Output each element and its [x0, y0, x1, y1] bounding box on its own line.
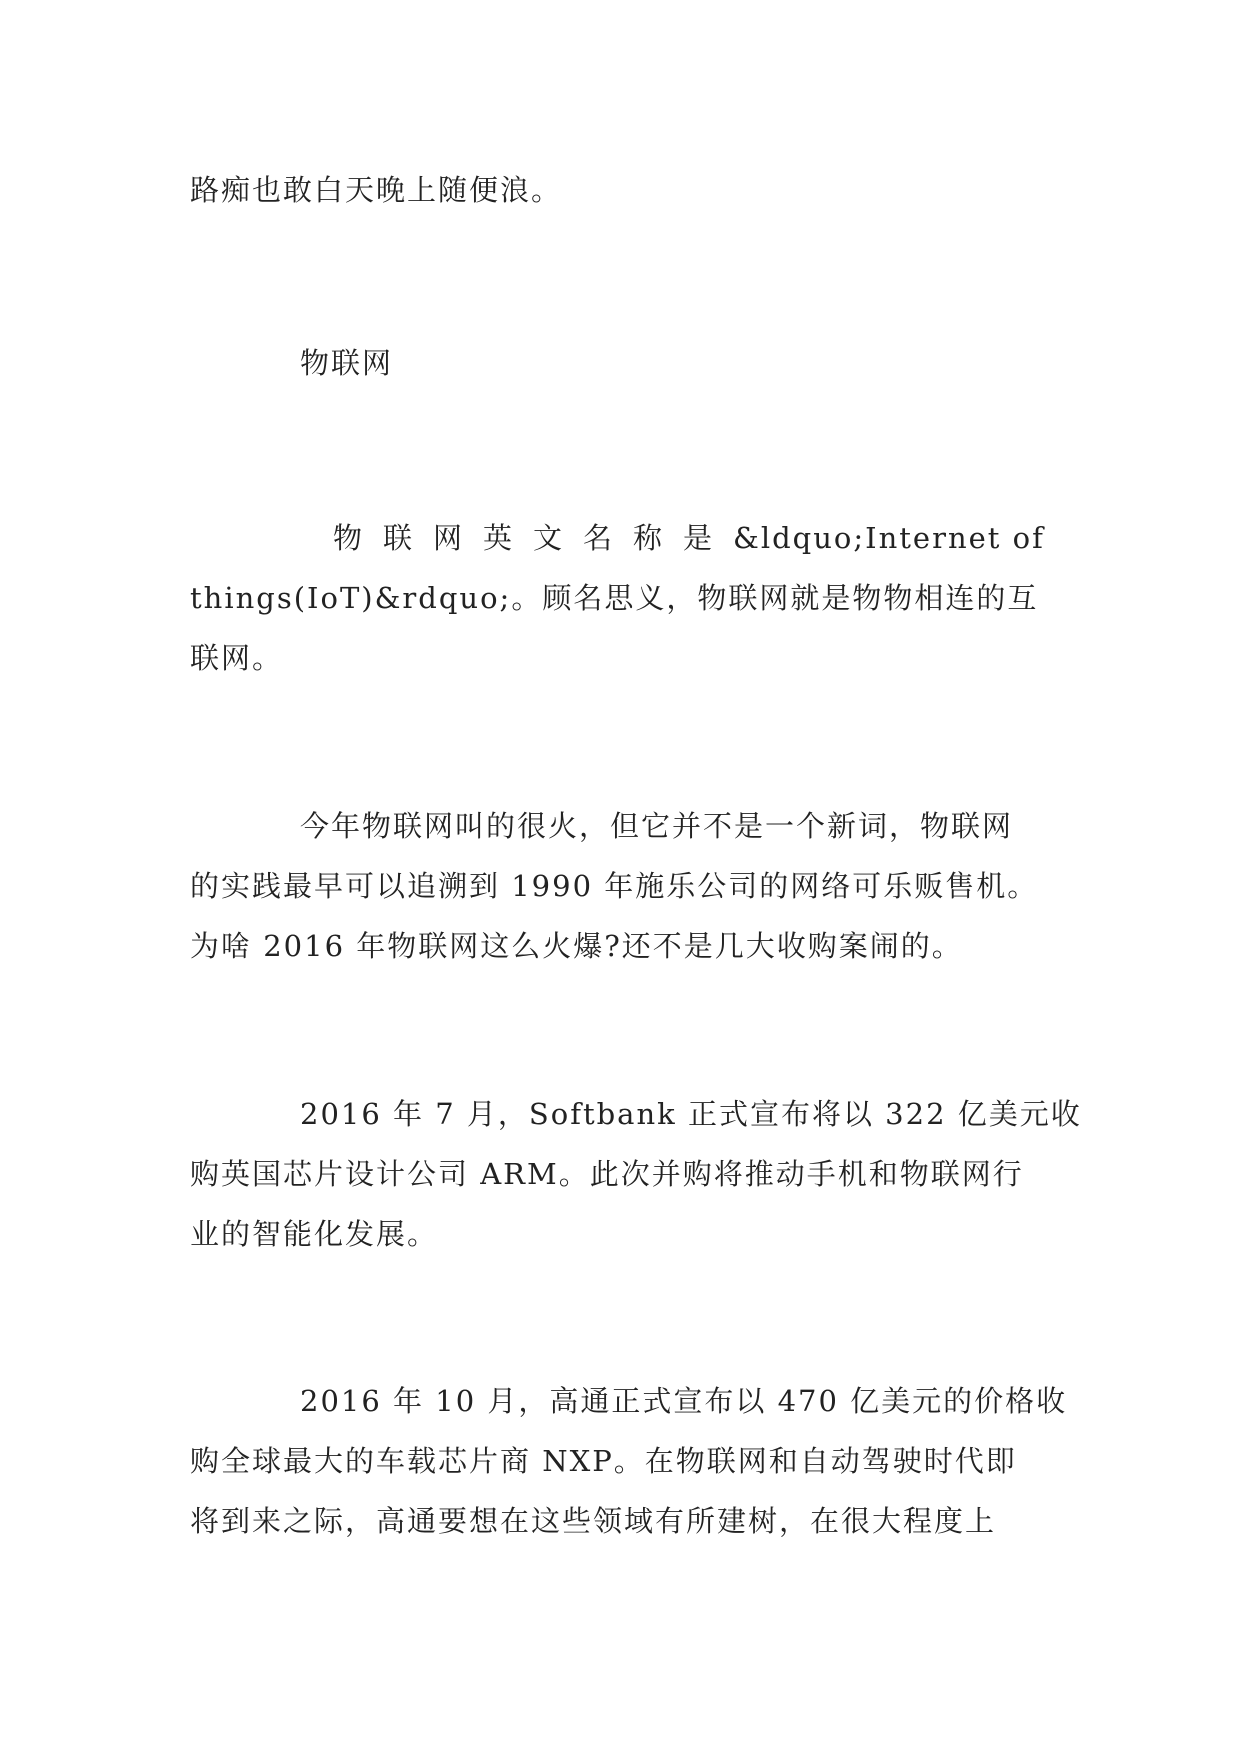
text-line: 购全球最大的车载芯片商 NXP。在物联网和自动驾驶时代即: [190, 1444, 1017, 1478]
text-line: 业的智能化发展。: [190, 1217, 439, 1251]
section-heading: 物联网: [300, 346, 394, 380]
text-line: 联网。: [190, 641, 284, 675]
text-line: 将到来之际，高通要想在这些领域有所建树，在很大程度上: [190, 1504, 997, 1538]
text-line: 今年物联网叫的很火，但它并不是一个新词，物联网: [300, 809, 1014, 843]
paragraph-iot-definition: [190, 508, 1052, 688]
text-line: [190, 508, 1052, 568]
text-line: 购英国芯片设计公司 ARM。此次并购将推动手机和物联网行: [190, 1157, 1024, 1191]
text-span: 物联网英文名称是: [333, 521, 734, 555]
text-line: things(IoT)&rdquo;。顾名思义，物联网就是物物相连的互: [190, 581, 1039, 615]
text-line: 的实践最早可以追溯到 1990 年施乐公司的网络可乐贩售机。: [190, 869, 1039, 903]
paragraph-continuation: [190, 160, 1052, 220]
text-line: 2016 年 10 月，高通正式宣布以 470 亿美元的价格收: [300, 1384, 1068, 1418]
text-line: 为啥 2016 年物联网这么火爆?还不是几大收购案闹的。: [190, 929, 963, 963]
paragraph-softbank-arm: [190, 1084, 1082, 1264]
paragraph-iot-history: [190, 796, 1052, 976]
paragraph-qualcomm-nxp: [190, 1371, 1068, 1551]
text-line: 路痴也敢白天晚上随便浪。: [190, 173, 563, 207]
text-span: &ldquo;Internet of: [733, 521, 1045, 555]
text-line: 2016 年 7 月，Softbank 正式宣布将以 322 亿美元收: [300, 1097, 1082, 1131]
